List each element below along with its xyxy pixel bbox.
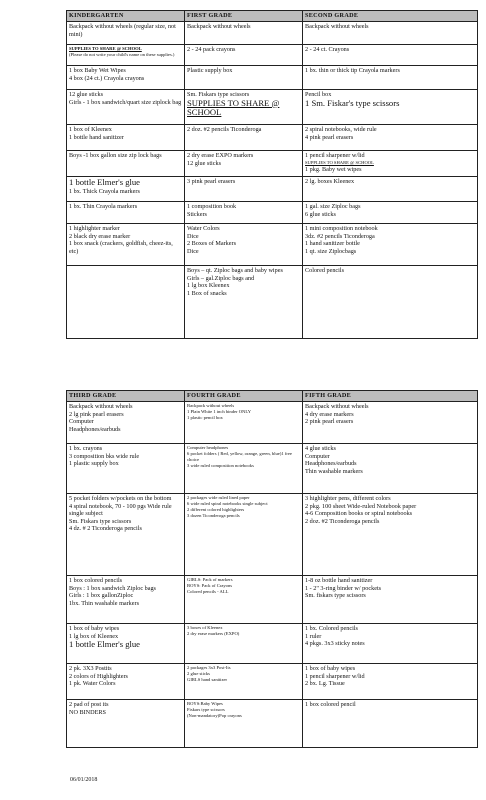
supply-cell bbox=[67, 45, 185, 66]
supply-item: Water Colors bbox=[187, 225, 220, 232]
supply-table-3-5 bbox=[66, 390, 478, 748]
supply-table-k-2 bbox=[66, 10, 478, 339]
supply-item: 2 pk. 3X3 Postits bbox=[69, 665, 112, 672]
table-row bbox=[67, 224, 478, 266]
supply-item: 4 glue sticks bbox=[305, 445, 336, 452]
supply-cell bbox=[185, 22, 303, 45]
supply-item: 4 dry erase markers bbox=[305, 410, 354, 418]
supply-item: 1bx. Thin washable markers bbox=[69, 599, 139, 607]
supply-cell bbox=[185, 576, 303, 624]
supply-item: 3dz. #2 pencils Ticonderoga bbox=[305, 232, 375, 240]
supply-item: 1 box colored pencils bbox=[69, 577, 123, 584]
supply-item: 2 Boxes of Markers bbox=[187, 240, 236, 248]
grade-header: FIFTH GRADE bbox=[303, 391, 478, 402]
supply-item: SUPPLIES TO SHARE @ SCHOOL bbox=[187, 97, 280, 118]
supply-item: 2 pink pearl erasers bbox=[305, 418, 354, 426]
supply-cell bbox=[185, 151, 303, 177]
supply-item: 3 wide ruled composition notebooks bbox=[187, 463, 254, 468]
supply-item: 1 composition book bbox=[187, 203, 237, 210]
supply-item: 1 box of baby wipes bbox=[69, 625, 120, 632]
table-row bbox=[67, 202, 478, 224]
grade-header: SECOND GRADE bbox=[303, 11, 478, 22]
supply-item: 3 dozen Ticonderoga pencils bbox=[187, 513, 240, 518]
supply-cell bbox=[185, 494, 303, 576]
supply-item: Dice bbox=[187, 232, 199, 240]
supply-item: Colored pencils - ALL bbox=[187, 589, 229, 594]
supply-item: 2 black dry erase marker bbox=[69, 232, 131, 240]
supply-item: 1-8 oz bottle hand sanitizer bbox=[305, 577, 373, 584]
supply-item: Headphones/earbuds bbox=[305, 460, 357, 468]
table-row bbox=[67, 402, 478, 444]
supply-item: 2 dry erase EXPO markers bbox=[187, 152, 254, 159]
supply-item: 2 colors of Highlighters bbox=[69, 672, 128, 680]
table-row bbox=[67, 664, 478, 700]
supply-cell bbox=[303, 494, 478, 576]
supply-cell bbox=[185, 266, 303, 339]
supply-item: NO BINDERS bbox=[69, 708, 106, 716]
supply-item: Headphones/earbuds bbox=[69, 425, 121, 433]
supply-item: 2 lg. boxes Kleenex bbox=[305, 178, 355, 185]
supply-cell bbox=[67, 494, 185, 576]
supply-cell bbox=[67, 224, 185, 266]
supply-cell bbox=[303, 45, 478, 66]
supply-item: 1 lg box of Kleenex bbox=[69, 632, 119, 640]
supply-cell bbox=[185, 177, 303, 202]
supply-item: Plastic supply box bbox=[187, 67, 233, 74]
supply-item: 2 - 24 pack crayons bbox=[187, 46, 236, 53]
supply-item: Colored pencils bbox=[305, 267, 345, 274]
supply-item: 1 lg box Kleenex bbox=[187, 282, 230, 290]
supply-item: 6 wide ruled spiral notebooks single subject bbox=[187, 501, 268, 506]
supply-cell bbox=[185, 444, 303, 494]
supply-item: 2 pad of post its bbox=[69, 701, 109, 708]
supply-cell bbox=[185, 624, 303, 664]
supply-item: 2 doz. #2 pencils Ticonderoga bbox=[187, 126, 262, 133]
table-row bbox=[67, 494, 478, 576]
table-header-row bbox=[67, 11, 478, 22]
supply-item: 1 hand sanitizer bottle bbox=[305, 240, 360, 248]
supply-cell bbox=[67, 151, 185, 177]
supply-item: 1 Sm. Fiskar's type scissors bbox=[305, 97, 400, 108]
supply-item: 1 highlighter marker bbox=[69, 225, 120, 232]
supply-item: Backpack without wheels bbox=[305, 23, 369, 30]
table-row bbox=[67, 45, 478, 66]
supply-item: Sm. Fiskars type scissors bbox=[69, 517, 132, 525]
supply-item: 1 plastic pencil box bbox=[187, 415, 223, 420]
supply-item: 12 glue sticks bbox=[187, 159, 222, 167]
supply-cell bbox=[67, 22, 185, 45]
supply-item: BOYS:Baby Wipes bbox=[187, 701, 223, 706]
supply-cell bbox=[67, 125, 185, 151]
supply-item: 2 packages 3x3 Post-Its bbox=[187, 665, 231, 670]
supply-item: 1 pk. Water Colors bbox=[69, 680, 116, 688]
supply-cell bbox=[303, 22, 478, 45]
supply-item: 1 mini composition notebook bbox=[305, 225, 378, 232]
supply-item: 1 bottle hand sanitizer bbox=[69, 133, 124, 141]
supply-item: 2 packages wide ruled lined paper bbox=[187, 495, 250, 500]
supply-item: Boys -1 box gallon size zip lock bags bbox=[69, 152, 162, 159]
supply-item: Girls : 1 box gallonZiploc bbox=[69, 592, 134, 600]
supply-item: Dice bbox=[187, 247, 199, 255]
supply-item: 2 lg pink pearl erasers bbox=[69, 410, 124, 418]
supply-cell bbox=[185, 202, 303, 224]
supply-cell bbox=[303, 66, 478, 90]
supply-item: SUPPLIES TO SHARE @ SCHOOL bbox=[69, 46, 142, 51]
supply-cell bbox=[67, 90, 185, 125]
supply-cell bbox=[303, 224, 478, 266]
supply-item: GIRLS hand sanitizer bbox=[187, 677, 228, 682]
supply-item: Girls - 1 box sandwich/quart size ziplock bag bbox=[69, 98, 182, 106]
supply-item: 4 pink pearl erasers bbox=[305, 133, 354, 141]
supply-cell bbox=[67, 700, 185, 748]
supply-item: Computer bbox=[69, 418, 94, 426]
supply-item: Pencil box bbox=[305, 91, 332, 98]
supply-cell bbox=[67, 202, 185, 224]
supply-cell bbox=[303, 624, 478, 664]
supply-cell bbox=[303, 202, 478, 224]
supply-item: 2 bx. Lg. Tissue bbox=[305, 680, 345, 688]
table-row bbox=[67, 66, 478, 90]
table-row bbox=[67, 125, 478, 151]
supply-item: 3 composition bks wide rule bbox=[69, 452, 140, 460]
supply-cell bbox=[185, 125, 303, 151]
supply-item: 1 box of baby wipes bbox=[305, 665, 356, 672]
supply-cell bbox=[67, 177, 185, 202]
supply-item: 1 bx. Colored pencils bbox=[305, 625, 358, 632]
supply-item: 4-6 Composition books or spiral notebooks bbox=[305, 510, 413, 518]
supply-cell bbox=[185, 90, 303, 125]
grade-header: FOURTH GRADE bbox=[185, 391, 303, 402]
supply-item: 1 Box of snacks bbox=[187, 289, 227, 297]
supply-cell bbox=[185, 66, 303, 90]
supply-item: 1 - 2" 3-ring binder w/ pockets bbox=[305, 584, 382, 592]
supply-item: 12 glue sticks bbox=[69, 91, 104, 98]
supply-cell bbox=[67, 624, 185, 664]
supply-item: 2 - 24 ct. Crayons bbox=[305, 46, 350, 53]
supply-item: 2 pkg. 100 sheet Wide-ruled Notebook paper bbox=[305, 502, 417, 510]
supply-cell bbox=[303, 576, 478, 624]
supply-item: 1 qt. size Ziplocbags bbox=[305, 247, 357, 255]
supply-cell bbox=[67, 576, 185, 624]
supply-cell bbox=[67, 266, 185, 339]
supply-item: 2 dry erase markers (EXPO) bbox=[187, 631, 240, 636]
supply-item: 1 pencil sharpener w/lid bbox=[305, 152, 365, 159]
grade-header: KINDERGARTEN bbox=[67, 11, 185, 22]
supply-item: 1 box of Kleenex bbox=[69, 126, 112, 133]
supply-item: 3 pink pearl erasers bbox=[187, 178, 236, 185]
table-row bbox=[67, 266, 478, 339]
table-row bbox=[67, 576, 478, 624]
supply-item: 1 Plain White 1 inch binder ONLY bbox=[187, 409, 252, 414]
supply-item: 1 bx. Thick Crayola markers bbox=[69, 187, 140, 195]
supply-item: 1 box colored pencil bbox=[305, 701, 356, 708]
supply-item: Boys – qt. Ziploc bags and baby wipes bbox=[187, 267, 283, 274]
supply-item: 4 box (24 ct.) Crayola crayons bbox=[69, 74, 145, 82]
supply-item: Backpack without wheels bbox=[69, 403, 133, 410]
supply-item: 1 bx. Thin Crayola markers bbox=[69, 203, 138, 210]
supply-item: Backpack without wheels (regular size, not mini) bbox=[69, 23, 176, 38]
table-row bbox=[67, 624, 478, 664]
supply-item: 1 ruler bbox=[305, 632, 322, 640]
supply-cell bbox=[67, 664, 185, 700]
document-date: 06/01/2018 bbox=[70, 777, 98, 783]
supply-item: 6 glue sticks bbox=[305, 210, 336, 218]
supply-item: 1 box snack (crackers, goldfish, cheez-its, etc) bbox=[69, 240, 173, 255]
supply-item: Computer bbox=[305, 452, 330, 460]
supply-item: 3 boxes of Kleenex bbox=[187, 625, 223, 630]
supply-item: Boys : 1 box sandwich Ziploc bags bbox=[69, 584, 156, 592]
supply-item: Computer headphones bbox=[187, 445, 229, 450]
supply-cell bbox=[185, 700, 303, 748]
table-body bbox=[67, 402, 478, 748]
supply-item: 1 plastic supply box bbox=[69, 460, 119, 468]
supply-item: 5 pocket folders w/pockets on the bottom bbox=[69, 495, 172, 502]
supply-cell bbox=[303, 266, 478, 339]
supply-item: 1 pkg. Baby wet wipes bbox=[305, 165, 362, 173]
grade-header: FIRST GRADE bbox=[185, 11, 303, 22]
supply-item: 4 dz. # 2 Ticonderoga pencils bbox=[69, 525, 142, 533]
supply-cell bbox=[303, 125, 478, 151]
supply-item: 4 spiral notebook, 70 - 100 pgs Wide rule single subject bbox=[69, 502, 172, 518]
supply-item: Girls – gal.Ziploc bags and bbox=[187, 274, 255, 282]
table-row bbox=[67, 90, 478, 125]
supply-item: 1 pencil sharpener w/lid bbox=[305, 672, 365, 680]
supply-item: 2 different colored highlighters bbox=[187, 507, 245, 512]
supply-cell bbox=[303, 177, 478, 202]
supply-item: BOYS: Pack of Crayons bbox=[187, 583, 233, 588]
supply-cell bbox=[303, 151, 478, 177]
supply-cell bbox=[67, 402, 185, 444]
supply-item: 1 bottle Elmer's glue bbox=[69, 177, 140, 187]
table-body bbox=[67, 22, 478, 339]
supply-item: Fiskars type scissors bbox=[187, 707, 225, 712]
supply-item: 2 spiral notebooks, wide rule bbox=[305, 126, 377, 133]
table-row bbox=[67, 444, 478, 494]
supply-cell bbox=[185, 664, 303, 700]
supply-item: Backpack without wheels bbox=[187, 403, 235, 408]
supply-item: 1 bx. crayons bbox=[69, 445, 103, 452]
supply-item: Stickers bbox=[187, 210, 207, 218]
supply-cell bbox=[303, 444, 478, 494]
supply-item: Sm. Fiskars type scissors bbox=[187, 91, 250, 98]
supply-cell bbox=[185, 224, 303, 266]
table-row bbox=[67, 151, 478, 177]
supply-cell bbox=[303, 402, 478, 444]
supply-item: 1 gal. size Ziploc bags bbox=[305, 203, 361, 210]
grade-header: THIRD GRADE bbox=[67, 391, 185, 402]
table-row bbox=[67, 700, 478, 748]
supply-cell bbox=[67, 66, 185, 90]
supply-item: Backpack without wheels bbox=[305, 403, 369, 410]
supply-item: (Non-mandatory)Pop crayons bbox=[187, 713, 242, 718]
supply-cell bbox=[185, 45, 303, 66]
supply-cell bbox=[303, 700, 478, 748]
supply-item: 4 pkgs. 3x3 sticky notes bbox=[305, 640, 365, 648]
supply-item: 2 doz. #2 Ticonderoga pencils bbox=[305, 517, 380, 525]
supply-item: 1 box Baby Wet Wipes bbox=[69, 67, 126, 74]
table-row bbox=[67, 177, 478, 202]
supply-cell bbox=[303, 90, 478, 125]
supply-item: Sm. fiskars type scissors bbox=[305, 592, 366, 600]
table-row bbox=[67, 22, 478, 45]
supply-item: GIRLS: Pack of markers bbox=[187, 577, 233, 582]
supply-item: (Please do not write your child's name on these supplies.) bbox=[69, 52, 175, 57]
supply-item: SUPPLIES TO SHARE @ SCHOOL bbox=[305, 159, 374, 165]
supply-item: 6 pocket folders ( Red, yellow, orange, green, blue)1 free choice bbox=[187, 451, 292, 462]
supply-item: 1 bx. thin or thick tip Crayola markers bbox=[305, 67, 400, 74]
supply-cell bbox=[67, 444, 185, 494]
table-header-row bbox=[67, 391, 478, 402]
supply-item: 2 glue sticks bbox=[187, 671, 210, 676]
supply-item: 3 highlighter pens, different colors bbox=[305, 495, 391, 502]
supply-cell bbox=[303, 664, 478, 700]
supply-item: Backpack without wheels bbox=[187, 23, 251, 30]
supply-item: 1 bottle Elmer's glue bbox=[69, 639, 140, 650]
supply-cell bbox=[185, 402, 303, 444]
supply-item: Thin washable markers bbox=[305, 467, 363, 475]
